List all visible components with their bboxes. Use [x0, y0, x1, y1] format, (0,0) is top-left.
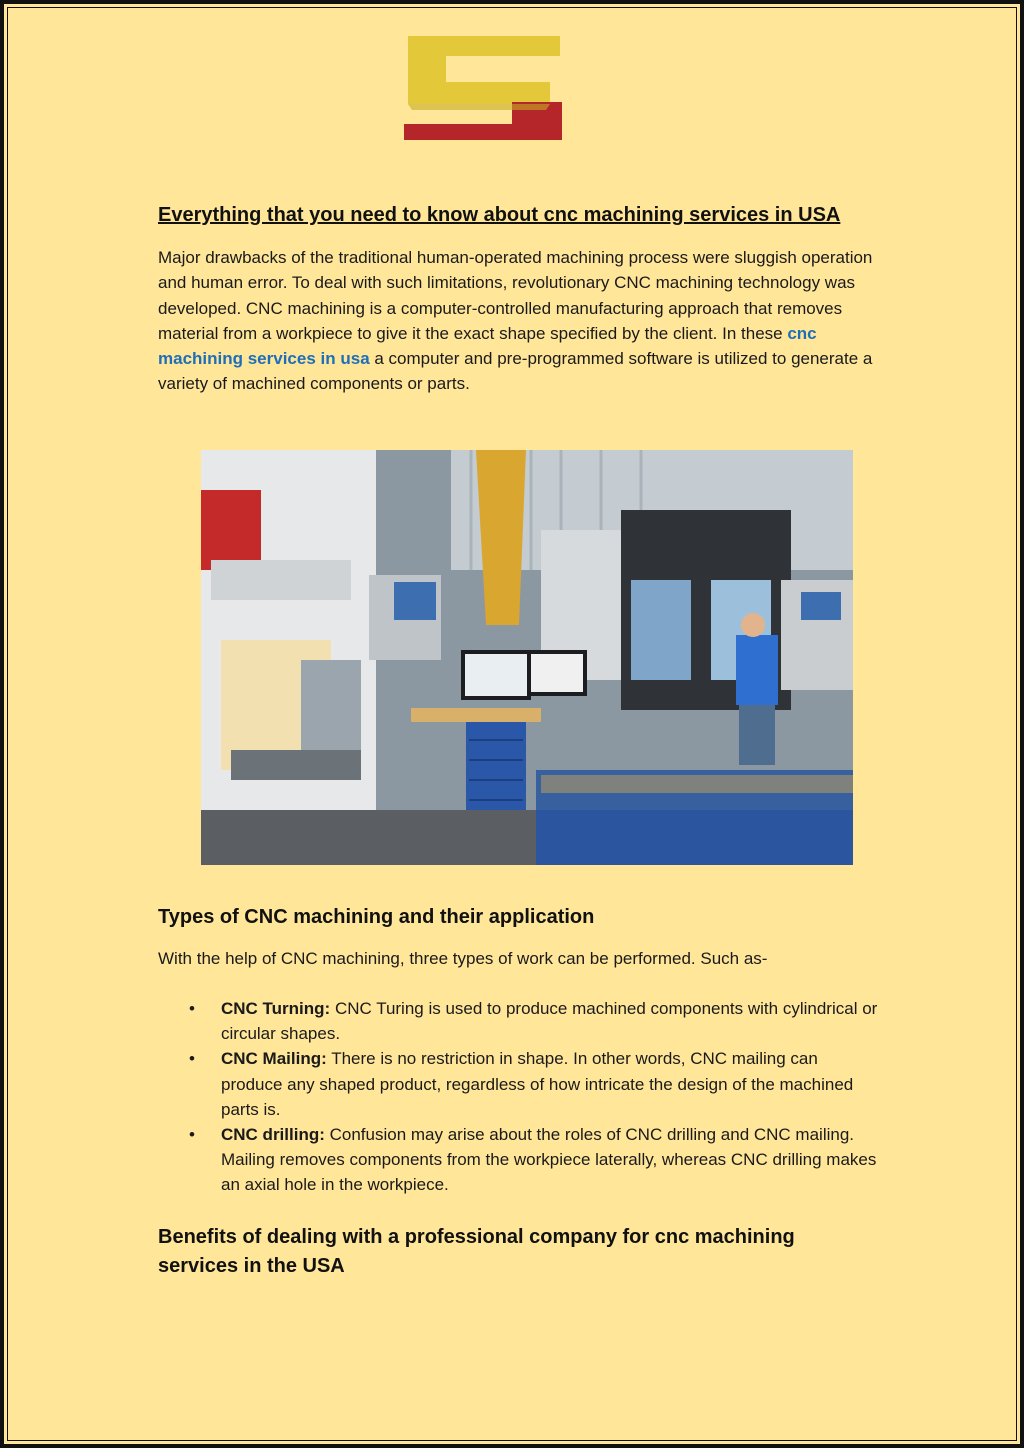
intro-text-end: a computer and pre-programmed software is utilized to generate a variety of machined components or parts. [158, 349, 873, 394]
cnc-services-link[interactable]: cnc machining services in usa [158, 323, 817, 369]
bullet-icon: • [189, 999, 195, 1018]
main-heading: Everything that you need to know about cnc machining services in USA [158, 204, 841, 226]
intro-text-start: Major drawbacks of the traditional human-operated machining process were sluggish operation and human error. To deal with such limitations, revolutionary CNC machining technology was developed. CNC machining is a computer-controlled manufacturing approach that removes material from a workpiece to give it the exact shape specified by the client. In these [158, 248, 873, 343]
benefits-heading: Benefits of dealing with a professional company for cnc machining services in the USA [158, 1226, 795, 1277]
cnc-workshop-photo [201, 450, 853, 865]
s-logo-icon [400, 32, 566, 142]
types-list [158, 996, 878, 1198]
list-item-text: Confusion may arise about the roles of CNC drilling and CNC mailing. Mailing removes components from the workpiece laterally, whereas CNC drilling makes an axial hole in the workpiece. [221, 1125, 877, 1195]
types-heading: Types of CNC machining and their application [158, 906, 595, 928]
types-intro: With the help of CNC machining, three types of work can be performed. Such as- [158, 949, 768, 968]
list-item [158, 1122, 878, 1198]
list-item-term: CNC Turning: [221, 999, 331, 1018]
bullet-icon: • [189, 1049, 195, 1069]
list-item [158, 1046, 878, 1122]
list-item-text: There is no restriction in shape. In other words, CNC mailing can produce any shaped product, regardless of how intricate the design of the machined parts is. [221, 1049, 854, 1119]
bullet-icon: • [189, 1125, 195, 1145]
list-item-term: CNC Mailing: [221, 1049, 327, 1069]
intro-paragraph [158, 245, 878, 397]
list-item-text: CNC Turing is used to produce machined components with cylindrical or circular shapes. [221, 999, 878, 1044]
list-item [158, 996, 878, 1046]
list-item-term: CNC drilling: [221, 1125, 325, 1145]
